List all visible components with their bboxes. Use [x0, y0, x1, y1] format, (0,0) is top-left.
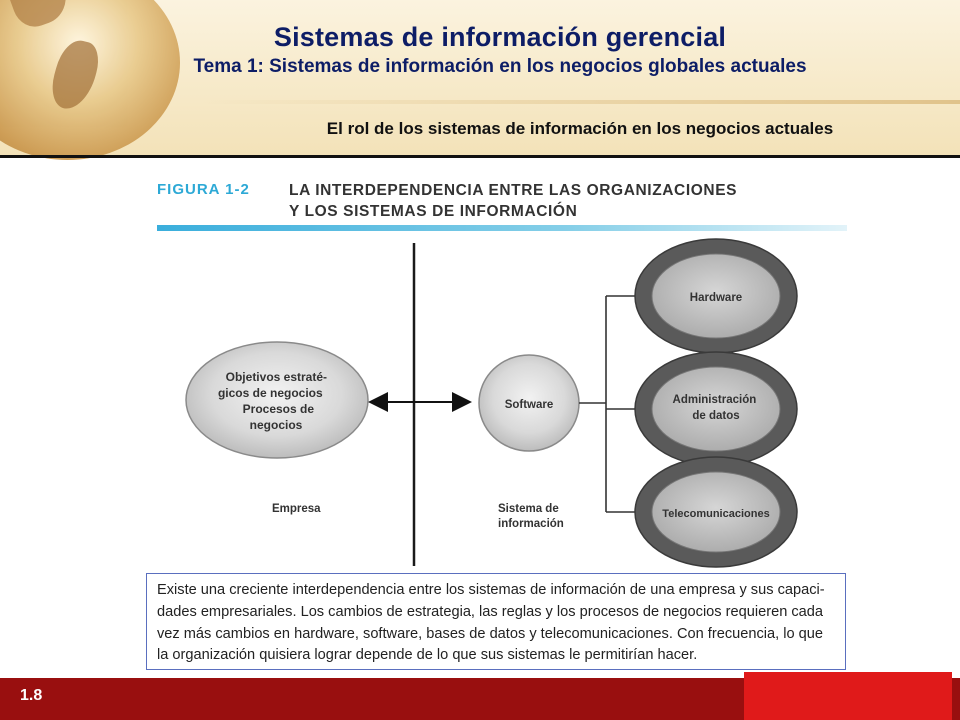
- business-node-line2: gicos de negocios: [217, 386, 323, 400]
- footer-accent-block: [744, 672, 952, 720]
- sub-title: Tema 1: Sistemas de información en los negocios globales actuales: [193, 56, 807, 77]
- main-title: Sistemas de información gerencial: [273, 22, 727, 52]
- business-node-line3: Procesos de: [242, 402, 315, 416]
- system-label-line2: información: [498, 518, 564, 530]
- data-admin-node-line1: Administración: [672, 394, 757, 406]
- caption-line1: Existe una creciente interdependencia entre los sistemas de información de una empresa y sus capaci-: [157, 582, 825, 598]
- data-admin-node-line2: de datos: [692, 410, 740, 422]
- business-label: Empresa: [272, 503, 321, 515]
- business-node-line4: negocios: [249, 418, 303, 432]
- data-admin-node-inner: [652, 367, 780, 451]
- system-label-line1: Sistema de: [498, 503, 559, 515]
- business-node: [186, 342, 368, 458]
- tree-connector: [579, 296, 636, 512]
- slide-number: 1.8: [20, 687, 43, 704]
- caption-line3: vez más cambios en hardware, software, bases de datos y telecomunicaciones. Con frecuencia, lo que: [157, 625, 823, 642]
- figure-heading-line2: Y LOS SISTEMAS DE INFORMACIÓN: [289, 203, 578, 220]
- figure-heading-line1: LA INTERDEPENDENCIA ENTRE LAS ORGANIZACIONES: [289, 182, 738, 199]
- telecom-node-label: Telecomunicaciones: [662, 508, 770, 520]
- caption-line4: la organización quisiera lograr depende de lo que sus sistemas le permitirían hacer.: [157, 647, 698, 664]
- software-node-label: Software: [504, 399, 554, 411]
- topic-title: El rol de los sistemas de información en los negocios actuales: [326, 119, 834, 138]
- figure-caption: [146, 573, 846, 670]
- svg-text:Sistema de información: [498, 503, 564, 530]
- figure-label: FIGURA 1-2: [157, 181, 250, 198]
- business-node-line1: Objetivos estraté-: [225, 370, 328, 384]
- hardware-node-label: Hardware: [689, 292, 743, 304]
- caption-line2: dades empresariales. Los cambios de estrategia, las reglas y los procesos de negocios requieren cada: [157, 603, 824, 620]
